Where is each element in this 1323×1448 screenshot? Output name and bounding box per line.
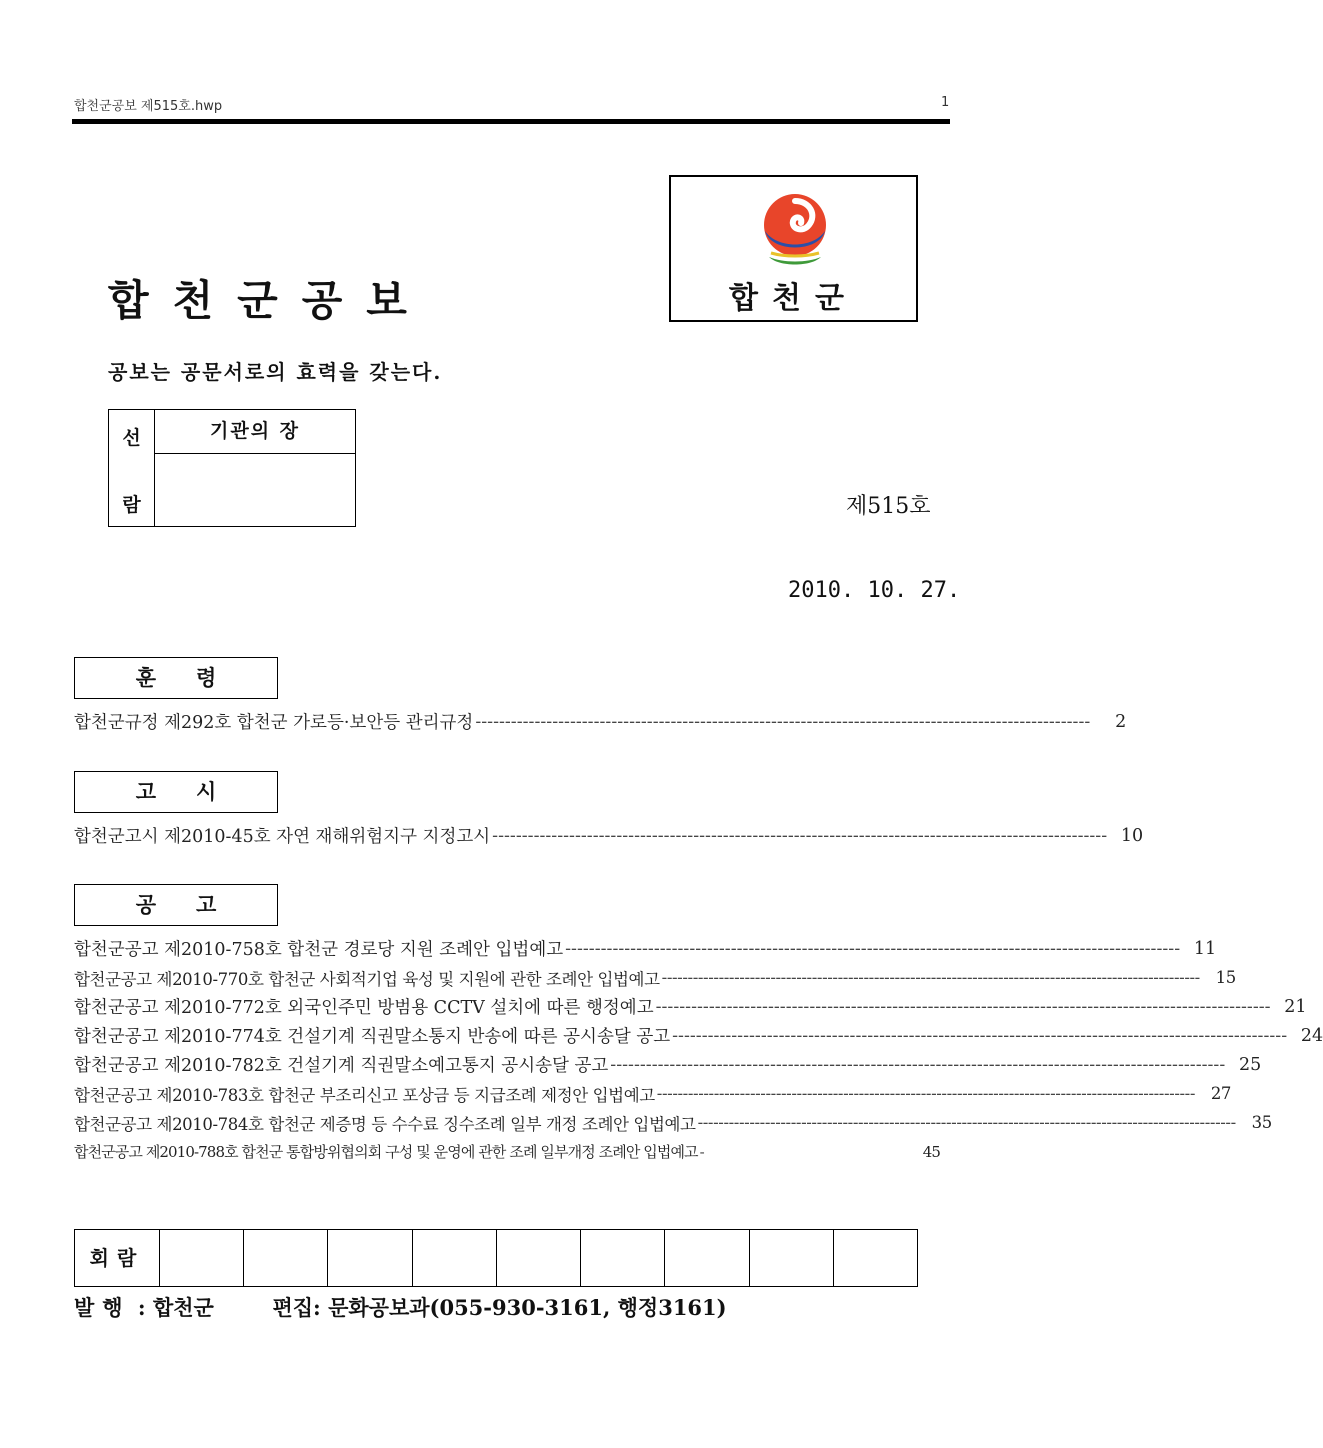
toc-entry[interactable] <box>74 1108 1272 1137</box>
circulation-cell <box>497 1230 581 1286</box>
toc-entry[interactable] <box>74 1079 1232 1108</box>
document-filename: 합천군공보 제515호.hwp <box>74 99 223 114</box>
leader-dots: -------------------------------------------------------------------------------------------------------- <box>661 968 1200 987</box>
page-number: 1 <box>941 95 950 110</box>
toc-entry-page: 21 <box>1284 996 1307 1017</box>
county-logo <box>669 175 918 322</box>
leader-dots: -------------------------------------------------------------------------------------------------------- <box>492 825 1108 846</box>
approval-box <box>108 409 356 527</box>
toc-entry-text: 합천군공고 제2010-772호 외국인주민 방범용 CCTV 설치에 따른 행정예고 <box>74 998 654 1018</box>
toc-entry-page: 45 <box>922 1142 940 1161</box>
toc-entry-page: 11 <box>1193 938 1217 959</box>
publisher-name: 합천군 <box>152 1295 214 1320</box>
toc-entry-text: 합천군공고 제2010-788호 합천군 통합방위협의회 구성 및 운영에 관한 조례 일부개정 조례안 입법예고 <box>74 1143 698 1161</box>
publisher-line <box>74 1292 727 1322</box>
circulation-cell <box>665 1230 749 1286</box>
toc-entry[interactable] <box>74 992 1307 1021</box>
page-title: 합천군공보 <box>108 276 431 325</box>
toc-entry-page: 27 <box>1210 1084 1232 1103</box>
leader-dots: -------------------------------------------------------------------------------------------------------- <box>565 938 1181 959</box>
circulation-cell <box>750 1230 834 1286</box>
toc-entry-text: 합천군공고 제2010-784호 합천군 제증명 등 수수료 징수조례 일부 개정 조례안 입법예고 <box>74 1114 696 1134</box>
approval-header: 기관의 장 <box>155 410 355 454</box>
toc-entry-page: 10 <box>1120 825 1144 846</box>
circulation-cell <box>413 1230 497 1286</box>
logo-county-name: 합천군 <box>729 281 858 316</box>
circulation-cell <box>581 1230 665 1286</box>
editor-name: 문화공보과(055-930-3161, 행정3161) <box>328 1295 727 1320</box>
section-heading-gosi: 고시 <box>74 771 278 813</box>
toc-entry-page: 35 <box>1251 1113 1272 1132</box>
toc-entry-text: 합천군공고 제2010-774호 건설기계 직권말소통지 반송에 따른 공시송달 공고 <box>74 1027 671 1047</box>
toc-entry-page: 25 <box>1238 1054 1262 1075</box>
toc-entry-text: 합천군공고 제2010-770호 합천군 사회적기업 육성 및 지원에 관한 조례안 입법예고 <box>74 969 660 989</box>
circulation-table <box>74 1229 918 1287</box>
toc-entry[interactable] <box>74 963 1236 992</box>
toc-entry-page: 15 <box>1215 968 1236 987</box>
leader-dots: - <box>699 1142 704 1161</box>
leader-dots: -------------------------------------------------------------------------------------------------------- <box>655 996 1271 1017</box>
circulation-label: 회람 <box>75 1230 160 1286</box>
circulation-cell <box>834 1230 917 1286</box>
toc-entry-text: 합천군공고 제2010-782호 건설기계 직권말소예고통지 공시송달 공고 <box>74 1056 609 1076</box>
toc-entry[interactable] <box>74 934 1217 963</box>
county-emblem-icon <box>755 187 835 279</box>
section-heading-gonggo: 공고 <box>74 884 278 926</box>
leader-dots: -------------------------------------------------------------------------------------------------------- <box>656 1084 1196 1103</box>
issue-date: 2010. 10. 27. <box>788 578 961 603</box>
approval-label-top: 선 <box>122 427 141 449</box>
toc-entry[interactable] <box>74 1021 1323 1050</box>
toc-entry[interactable] <box>74 707 1127 736</box>
subtitle: 공보는 공문서로의 효력을 갖는다. <box>108 360 443 384</box>
approval-label-bottom: 람 <box>122 494 141 516</box>
toc-entry[interactable] <box>74 1050 1262 1079</box>
toc-entry-text: 합천군고시 제2010-45호 자연 재해위험지구 지정고시 <box>74 827 491 847</box>
issue-number: 제515호 <box>846 494 931 519</box>
circulation-cell <box>328 1230 412 1286</box>
toc-entry-page: 24 <box>1300 1025 1323 1046</box>
approval-label-column <box>109 410 155 526</box>
leader-dots: -------------------------------------------------------------------------------------------------------- <box>610 1054 1226 1075</box>
section-heading-hunryeong: 훈령 <box>74 657 278 699</box>
publisher-separator: : <box>137 1295 153 1320</box>
leader-dots: -------------------------------------------------------------------------------------------------------- <box>672 1025 1288 1046</box>
leader-dots: -------------------------------------------------------------------------------------------------------- <box>475 711 1091 732</box>
header-divider <box>72 119 950 124</box>
toc-entry[interactable] <box>74 1137 940 1166</box>
circulation-cell <box>160 1230 244 1286</box>
toc-entry-text: 합천군규정 제292호 합천군 가로등·보안등 관리규정 <box>74 713 474 733</box>
toc-entry[interactable] <box>74 821 1144 850</box>
leader-dots: -------------------------------------------------------------------------------------------------------- <box>697 1113 1236 1132</box>
toc-entry-text: 합천군공고 제2010-783호 합천군 부조리신고 포상금 등 지급조례 제정안 입법예고 <box>74 1085 655 1105</box>
publisher-label: 발행 <box>74 1295 131 1320</box>
toc-entry-page: 2 <box>1115 711 1127 732</box>
editor-label: 편집: <box>272 1295 321 1320</box>
toc-entry-text: 합천군공고 제2010-758호 합천군 경로당 지원 조례안 입법예고 <box>74 940 564 960</box>
circulation-cell <box>244 1230 328 1286</box>
